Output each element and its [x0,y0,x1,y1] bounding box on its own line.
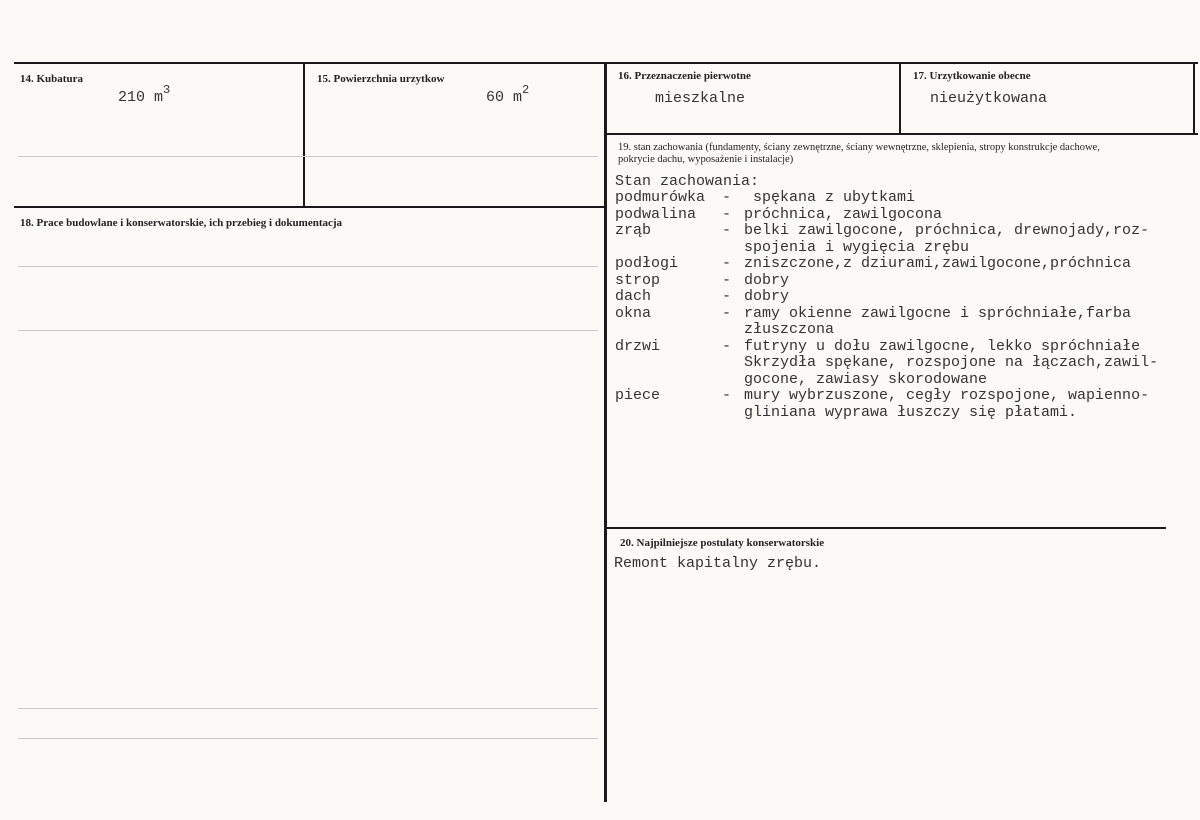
postulaty-label: 20. Najpilniejsze postulaty konserwatorskie [620,537,825,549]
element-name: strop [615,271,661,289]
powierzchnia-label: 15. Powierzchnia urzytkow [317,73,445,85]
prace-budowlane-label: 18. Prace budowlane i konserwatorskie, ich przebieg i dokumentacja [20,217,343,229]
row-dash: - [722,205,732,223]
powierzchnia-unit-sup: 2 [522,83,530,97]
kubatura-label: 14. Kubatura [20,73,83,85]
row-dash: - [722,304,732,322]
element-description: zniszczone,z dziurami,zawilgocone,próchnica [744,255,1132,272]
uzytkowanie-value: nieużytkowana [930,90,1048,107]
stan-zachowania-heading: Stan zachowania: [615,173,760,190]
condition-row [615,256,1190,273]
element-name: podmurówka [615,189,706,206]
element-name: podwalina [615,205,697,223]
bleed-line [18,708,598,709]
row-dash: - [722,189,732,206]
bottom-right-divider [606,527,1166,529]
condition-row [615,306,1190,339]
row-dash: - [722,288,732,305]
kubatura-unit-sup: 3 [163,83,171,97]
condition-row [615,339,1190,389]
stan-zachowania-label: 19. stan zachowania (fundamenty, ściany zewnętrzne, ściany wewnętrzne, sklepienia, stropy konstrukcje dachowe, pokrycie dachu, wyposażenie i instalacje) [618,142,1100,165]
bleed-line [18,738,598,739]
divider-16-17 [899,62,901,134]
condition-row [615,190,1190,207]
powierzchnia-value [486,83,530,107]
element-description: spękana z ubytkami [744,189,916,206]
element-name: podłogi [615,255,679,272]
element-description: ramy okienne zawilgocne i spróchniałe,farba złuszczona [744,304,1132,338]
element-name: zrąb [615,222,652,239]
condition-row [615,223,1190,256]
left-row-divider [14,206,604,208]
uzytkowanie-label: 17. Urzytkowanie obecne [913,70,1031,82]
element-description: belki zawilgocone, próchnica, drewnojady,roz- spojenia i wygięcia zrębu [744,222,1150,256]
bleed-line [18,330,598,331]
przeznaczenie-value: mieszkalne [655,90,746,107]
condition-row [615,289,1190,306]
kubatura-value [118,83,171,107]
element-description: dobry [744,271,790,289]
condition-row [615,273,1190,290]
condition-row [615,388,1190,421]
row-dash: - [722,255,732,272]
element-description: futryny u dołu zawilgocne, lekko spróchniałe Skrzydła spękane, rozspojone na łączach,zawil- gocone, zawiasy skorodowane [744,337,1159,388]
right-border [1193,62,1195,134]
element-description: dobry [744,288,790,305]
divider-14-15 [303,62,305,206]
row-dash: - [722,337,732,355]
right-row-divider [606,133,1198,135]
przeznaczenie-label: 16. Przeznaczenie pierwotne [618,70,751,82]
center-divider [604,62,607,802]
element-name: piece [615,387,661,404]
kubatura-number: 210 m [118,89,164,106]
postulaty-value: Remont kapitalny zrębu. [614,555,822,572]
element-name: drzwi [615,337,661,355]
element-description: próchnica, zawilgocona [744,205,943,223]
bleed-line [18,266,598,267]
element-description: mury wybrzuszone, cegły rozspojone, wapienno- gliniana wyprawa łuszczy się płatami. [744,387,1150,421]
condition-row [615,207,1190,224]
condition-table [615,190,1190,421]
bleed-line [18,156,598,157]
powierzchnia-number: 60 m [486,89,523,106]
element-name: okna [615,304,652,322]
row-dash: - [722,387,732,404]
row-dash: - [722,222,732,239]
element-name: dach [615,288,652,305]
row-dash: - [722,271,732,289]
